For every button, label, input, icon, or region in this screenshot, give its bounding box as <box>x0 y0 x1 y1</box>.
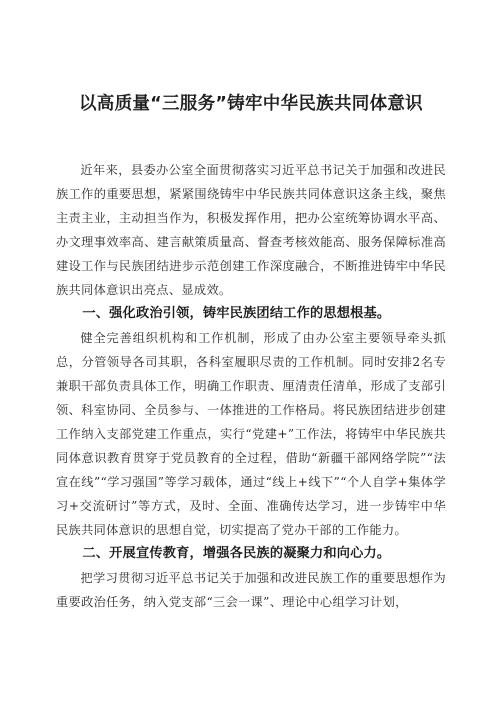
section-2-paragraph: 把学习贯彻习近平总书记关于加强和改进民族工作的重要思想作为重要政治任务，纳入党支部“三会一课”、理论中心组学习计划， <box>56 571 446 609</box>
section-2-heading: 二、开展宣传教育，增强各民族的凝聚力和向心力。 <box>82 546 391 561</box>
intro-paragraph: 近年来，县委办公室全面贯彻落实习近平总书记关于加强和改进民族工作的重要思想，紧紧围绕铸牢中华民族共同体意识这条主线，聚焦主责主业，主动担当作为，积极发挥作用，把办公室统筹协调水平高、办文理事效率高、建言献策质量高、督查考核效能高、服务保障标准高建设工作与民族团结进步示范创建工作深度融合，不断推进铸牢中华民族共同体意识出亮点、显成效。 <box>56 163 446 297</box>
section-1-heading: 一、强化政治引领，铸牢民族团结工作的思想根基。 <box>82 306 391 321</box>
document-title: 以高质量“三服务”铸牢中华民族共同体意识 <box>78 94 423 114</box>
section-1-paragraph: 健全完善组织机构和工作机制，形成了由办公室主要领导牵头抓总，分管领导各司其职，各科室履职尽责的工作机制。同时安排2名专兼职干部负责具体工作，明确工作职责、厘清责任清单，形成了支部引领、科室协同、全员参与、一体推进的工作格局。将民族团结进步创建工作纳入支部党建工作重点，实行“党建+”工作法，将铸牢中华民族共同体意识教育贯穿于党员教育的全过程，借助“新疆干部网络学院”“法宣在线”“学习强国”等学习载体，通过“线上+线下”“个人自学+集体学习+交流研讨”等方式，及时、全面、准确传达学习，进一步铸牢中华民族共同体意识的思想自觉，切实提高了党办干部的工作能力。 <box>56 331 446 537</box>
